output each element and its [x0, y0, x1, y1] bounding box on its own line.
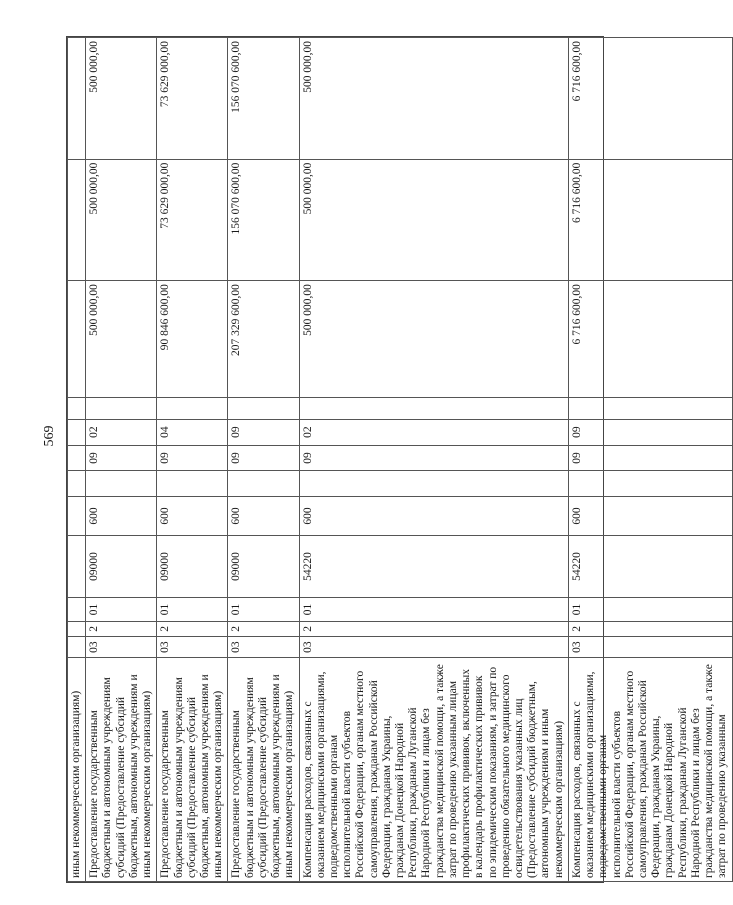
code-section: 09 [157, 445, 228, 471]
budget-table-frame [66, 36, 729, 883]
spacer-cell [568, 471, 732, 497]
code-subprogram [68, 621, 86, 636]
code-subprogram: 2 [228, 621, 299, 636]
code-main-event: 01 [228, 598, 299, 622]
code-main-event [68, 598, 86, 622]
amount-year-2: 156 070 600,00 [228, 159, 299, 280]
code-subsection: 04 [157, 419, 228, 445]
page-number: 569 [42, 425, 57, 447]
spacer-cell [157, 471, 228, 497]
amount-year-2 [68, 159, 86, 280]
amount-year-2: 6 716 600,00 [568, 159, 732, 280]
code-program [68, 636, 86, 658]
code-section: 09 [228, 445, 299, 471]
code-subprogram: 2 [299, 621, 568, 636]
amount-year-1: 207 329 600,00 [228, 281, 299, 398]
table-row [86, 38, 157, 882]
spacer-cell [299, 398, 568, 420]
code-program: 03 [157, 636, 228, 658]
amount-year-1: 6 716 600,00 [568, 281, 732, 398]
code-direction: 09000 [157, 535, 228, 597]
amount-year-1: 500 000,00 [299, 281, 568, 398]
code-subprogram: 2 [86, 621, 157, 636]
code-direction: 54220 [568, 535, 732, 597]
code-subsection [68, 419, 86, 445]
code-main-event: 01 [157, 598, 228, 622]
table-row [228, 38, 299, 882]
code-program: 03 [568, 636, 732, 658]
code-section: 09 [568, 445, 732, 471]
amount-year-3: 500 000,00 [86, 38, 157, 160]
code-program: 03 [86, 636, 157, 658]
code-subprogram: 2 [157, 621, 228, 636]
spacer-cell [68, 471, 86, 497]
code-expense-type: 600 [299, 497, 568, 536]
table-row [157, 38, 228, 882]
amount-year-3: 6 716 600,00 [568, 38, 732, 160]
table-row [299, 38, 568, 882]
budget-table [67, 37, 733, 882]
code-program: 03 [228, 636, 299, 658]
row-description: Компенсация расходов, связанных с оказанием медицинскими организациями, подведомственными органам исполнительной власти субъектов Российской Федерации, органам местного самоуправления, гражданам Российской Федерации, гражданам Украины, гражданам Донецкой Народной Республики, гражданам Луганской Народной Республики и лицам без гражданства медицинской помощи, а также затрат по проведению указанным [568, 658, 732, 882]
code-direction [68, 535, 86, 597]
code-subsection: 02 [299, 419, 568, 445]
amount-year-1: 500 000,00 [86, 281, 157, 398]
code-section [68, 445, 86, 471]
code-subsection: 02 [86, 419, 157, 445]
code-expense-type: 600 [568, 497, 732, 536]
code-subsection: 09 [228, 419, 299, 445]
amount-year-3: 156 070 600,00 [228, 38, 299, 160]
spacer-cell [68, 398, 86, 420]
code-expense-type [68, 497, 86, 536]
amount-year-3 [68, 38, 86, 160]
code-expense-type: 600 [86, 497, 157, 536]
row-description: Предоставление государственным бюджетным и автономным учреждениям субсидий (Предоставление субсидий бюджетным, автономным учреждениям и иным некоммерческим организациям) [157, 658, 228, 882]
table-row [68, 38, 86, 882]
amount-year-2: 500 000,00 [86, 159, 157, 280]
code-expense-type: 600 [228, 497, 299, 536]
code-direction: 54220 [299, 535, 568, 597]
code-program: 03 [299, 636, 568, 658]
amount-year-2: 500 000,00 [299, 159, 568, 280]
row-description: Компенсация расходов, связанных с оказанием медицинскими организациями, подведомственными органам исполнительной власти субъектов Российской Федерации, органам местного самоуправления, гражданам Российской Федерации, гражданам Украины, гражданам Донецкой Народной Республики, гражданам Луганской Народной Республики и лицам без гражданства медицинской помощи, а также затрат по проведению указанным лицам профилактических прививок, включенных в календарь профилактических прививок по эпидемическим показаниям, и затрат по проведению обязательного медицинского освидетельствования указанных лиц (Предоставление субсидий бюджетным, автономным учреждениям и иным некоммерческим организациям) [299, 658, 568, 882]
spacer-cell [228, 398, 299, 420]
code-section: 09 [299, 445, 568, 471]
spacer-cell [86, 398, 157, 420]
row-description: Предоставление государственным бюджетным и автономным учреждениям субсидий (Предоставление субсидий бюджетным, автономным учреждениям и иным некоммерческим организациям) [228, 658, 299, 882]
table-row [568, 38, 732, 882]
amount-year-1 [68, 281, 86, 398]
spacer-cell [299, 471, 568, 497]
code-main-event: 01 [86, 598, 157, 622]
row-description: Предоставление государственным бюджетным и автономным учреждениям субсидий (Предоставление субсидий бюджетным, автономным учреждениям и иным некоммерческим организациям) [86, 658, 157, 882]
spacer-cell [86, 471, 157, 497]
amount-year-2: 73 629 000,00 [157, 159, 228, 280]
code-subsection: 09 [568, 419, 732, 445]
code-direction: 09000 [86, 535, 157, 597]
amount-year-3: 73 629 000,00 [157, 38, 228, 160]
spacer-cell [228, 471, 299, 497]
amount-year-1: 90 846 600,00 [157, 281, 228, 398]
code-subprogram: 2 [568, 621, 732, 636]
code-main-event: 01 [568, 598, 732, 622]
spacer-cell [157, 398, 228, 420]
row-description: иным некоммерческим организациям) [68, 658, 86, 882]
code-main-event: 01 [299, 598, 568, 622]
spacer-cell [568, 398, 732, 420]
code-direction: 09000 [228, 535, 299, 597]
code-expense-type: 600 [157, 497, 228, 536]
amount-year-3: 500 000,00 [299, 38, 568, 160]
code-section: 09 [86, 445, 157, 471]
